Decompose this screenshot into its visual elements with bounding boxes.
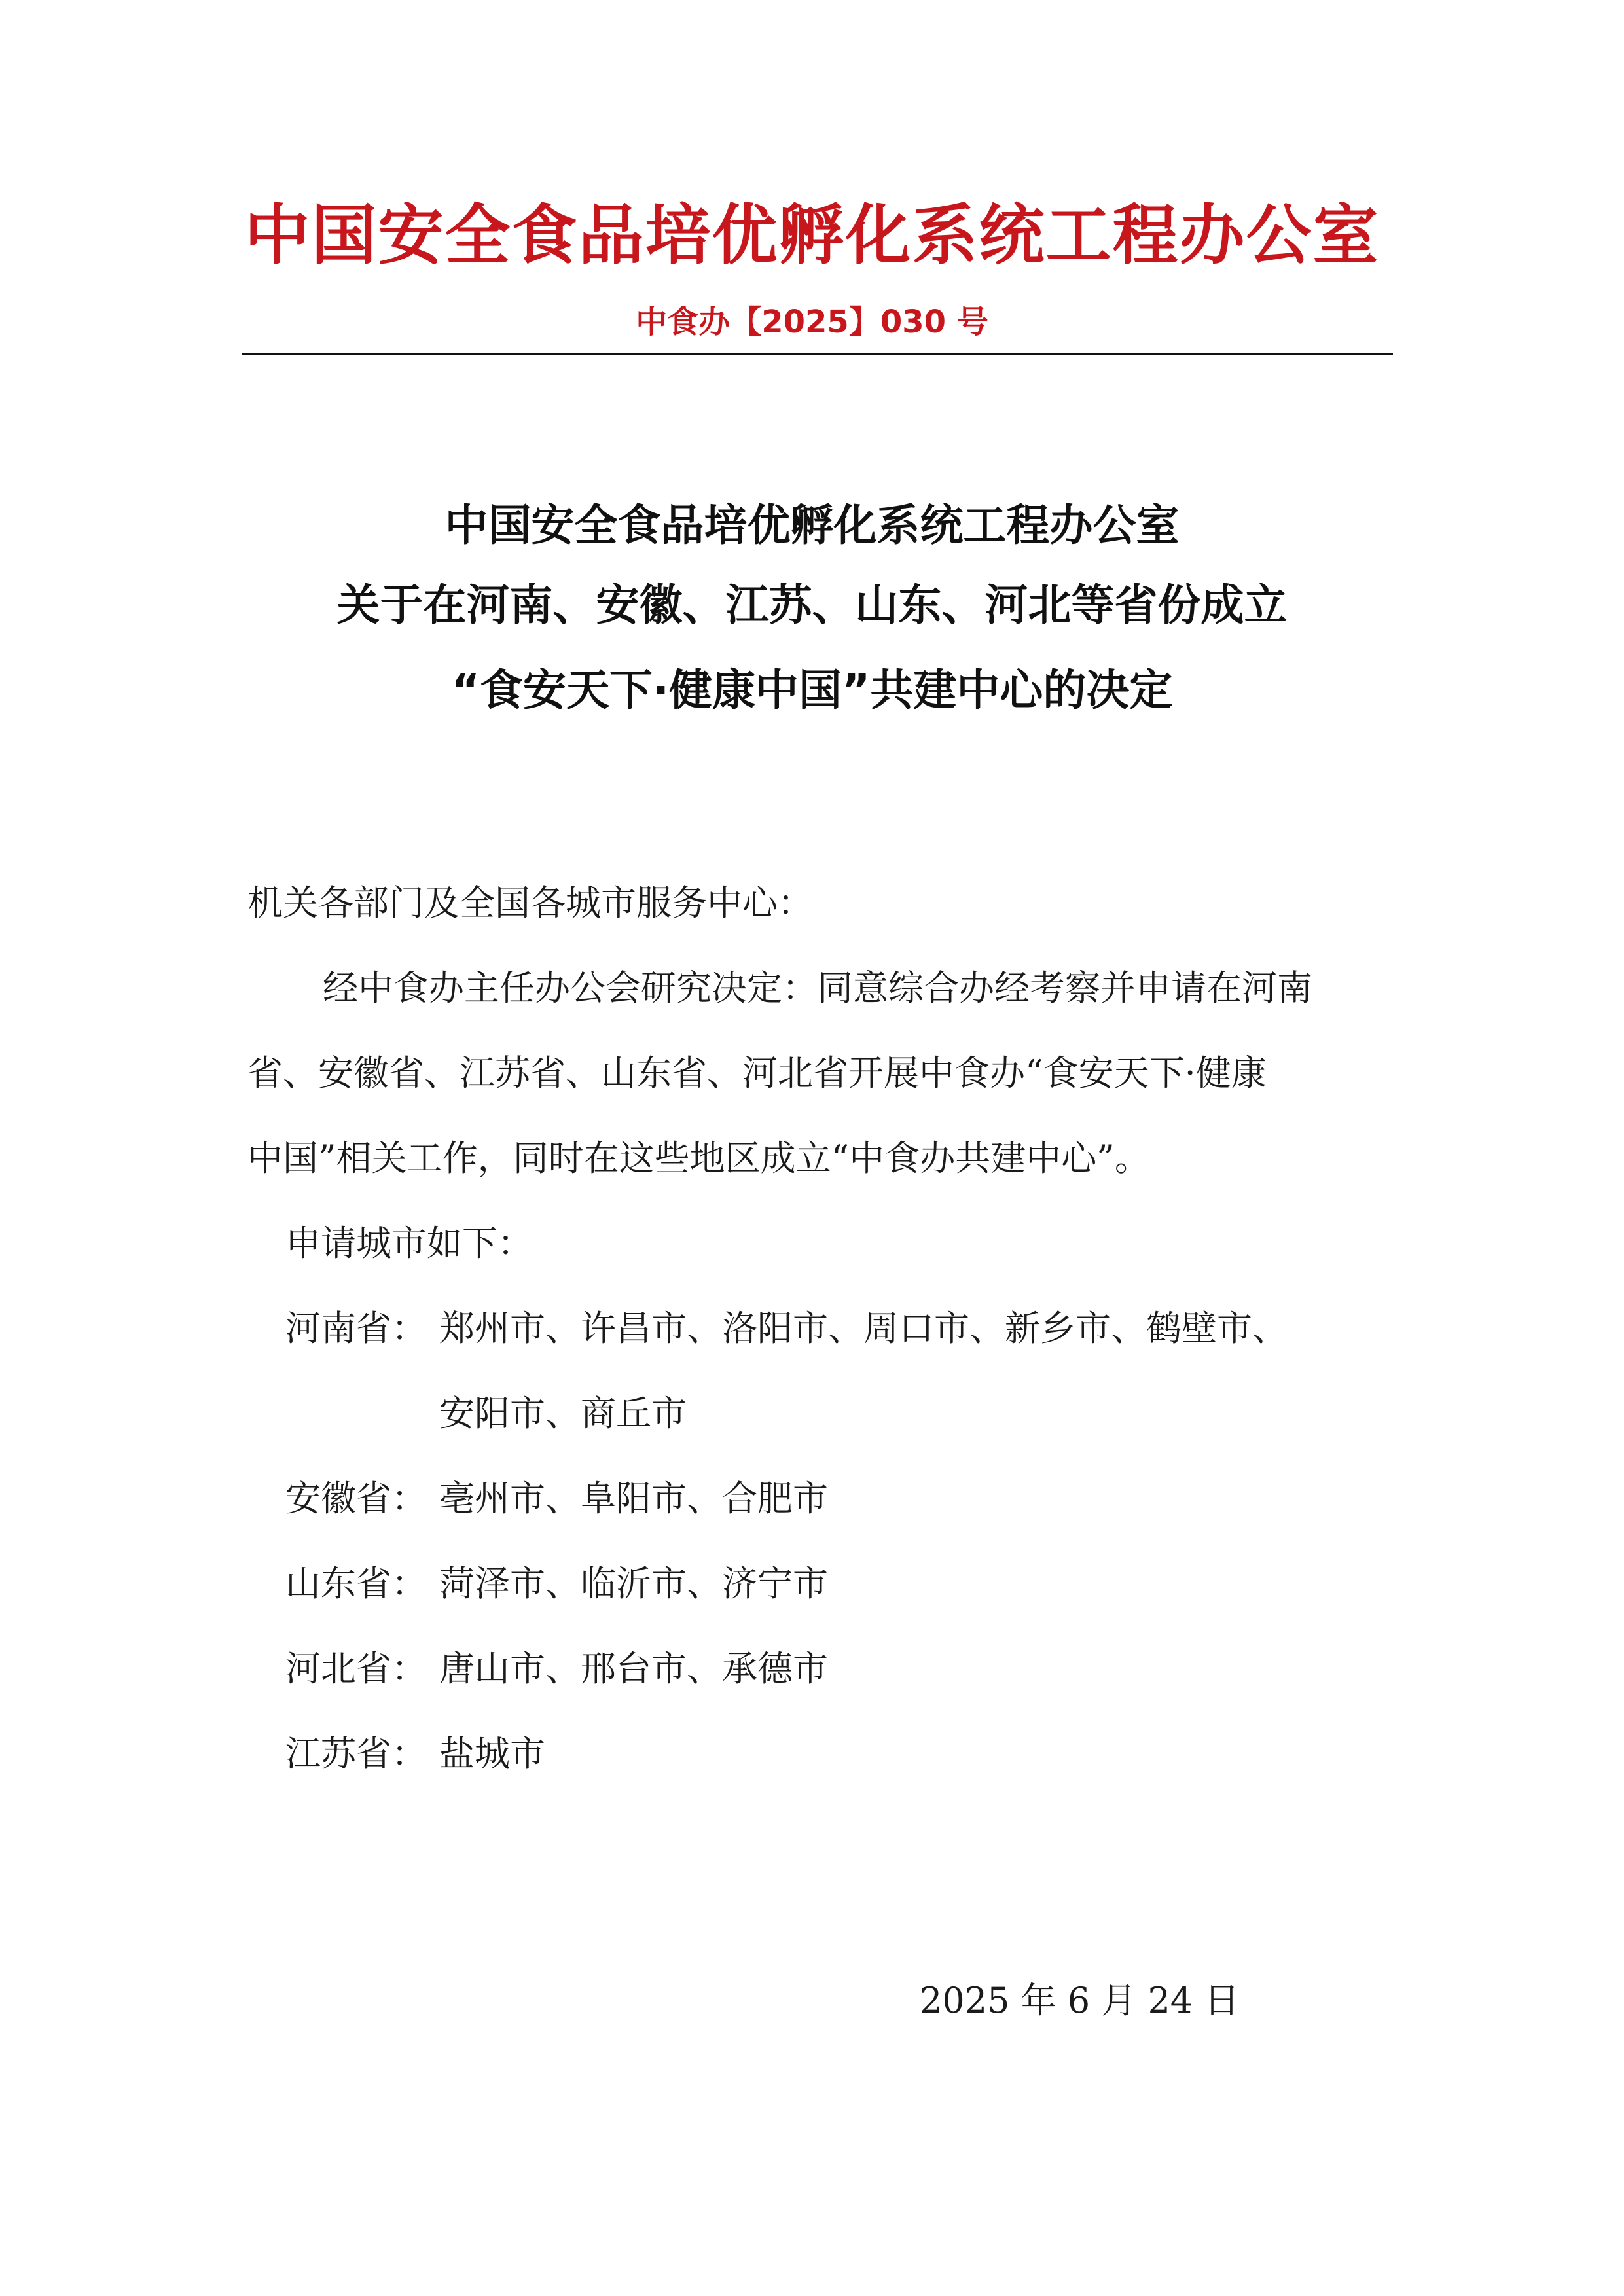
province-label-shandong: 山东省： (285, 1563, 427, 1604)
document-title-line-1: 中国安全食品培优孵化系统工程办公室 (444, 500, 1180, 550)
document-title-line-2: 关于在河南、安徽、江苏、山东、河北等省份成立 (336, 580, 1288, 630)
province-cities-henan: 郑州市、许昌市、洛阳市、周口市、新乡市、鹤壁市、 (439, 1308, 1288, 1349)
province-cities-jiangsu: 盐城市 (439, 1733, 545, 1774)
document-number: 中食办【2025】030 号 (636, 304, 988, 340)
document-date: 2025 年 6 月 24 日 (920, 1980, 1240, 2021)
document-title-line-3: “食安天下·健康中国”共建中心的决定 (451, 665, 1173, 715)
province-cities-shandong: 菏泽市、临沂市、济宁市 (439, 1563, 828, 1604)
province-cities-hebei: 唐山市、邢台市、承德市 (439, 1648, 828, 1689)
province-label-jiangsu: 江苏省： (285, 1733, 427, 1774)
province-label-anhui: 安徽省： (285, 1478, 427, 1519)
issuing-organization-header: 中国安全食品培优孵化系统工程办公室 (244, 197, 1380, 274)
paragraph-line: 省、安徽省、江苏省、山东省、河北省开展中食办“食安天下·健康 (247, 1052, 1267, 1094)
province-label-hebei: 河北省： (285, 1648, 427, 1689)
province-cities-anhui: 亳州市、阜阳市、合肥市 (439, 1478, 828, 1519)
cities-intro: 申请城市如下： (285, 1223, 533, 1264)
paragraph-line: 经中食办主任办公会研究决定：同意综合办经考察并申请在河南 (323, 967, 1312, 1009)
province-label-henan: 河南省： (285, 1308, 427, 1349)
salutation: 机关各部门及全国各城市服务中心： (247, 882, 813, 924)
province-cities-henan-continued: 安阳市、商丘市 (439, 1393, 687, 1434)
header-divider (242, 353, 1393, 355)
paragraph-line: 中国”相关工作，同时在这些地区成立“中食办共建中心”。 (247, 1138, 1150, 1179)
